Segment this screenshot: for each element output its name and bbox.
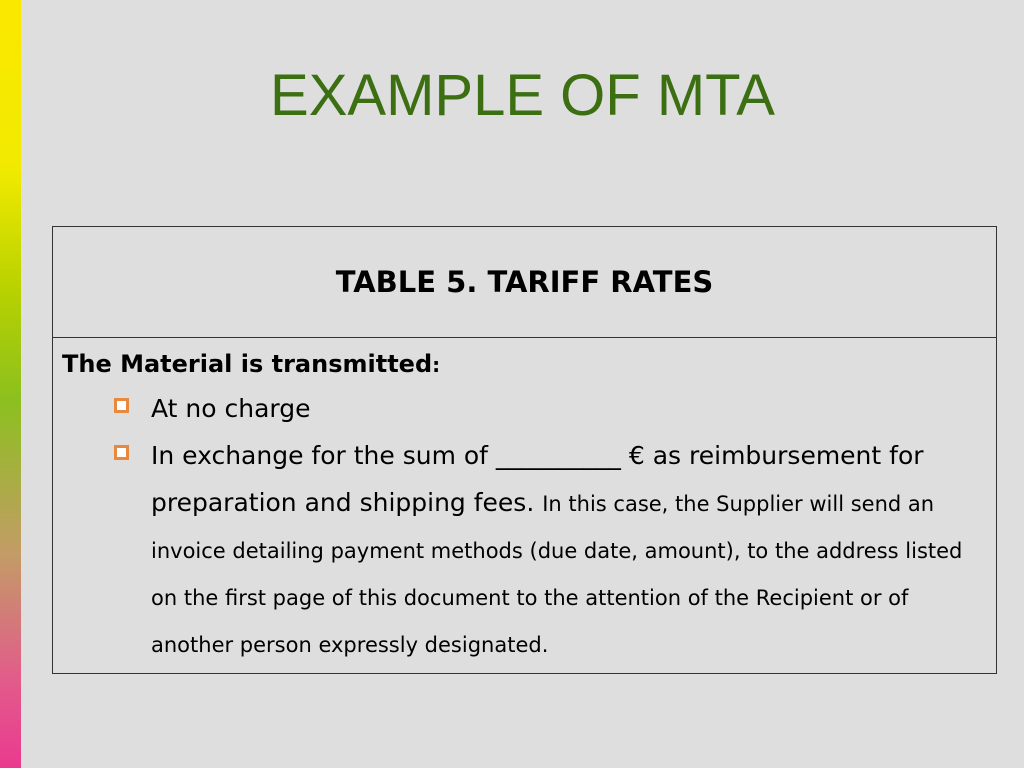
side-accent-bar — [0, 0, 21, 768]
option-text: At no charge — [151, 394, 311, 423]
square-bullet-icon — [114, 445, 129, 460]
option-text: In exchange for the sum of __________ € as reimbursement for preparation and shipping fees. — [151, 441, 924, 517]
option-item-reimbursement — [114, 432, 984, 667]
option-item-no-charge — [114, 385, 984, 432]
square-bullet-icon — [114, 398, 129, 413]
options-list — [62, 385, 984, 667]
intro-colon: : — [432, 353, 441, 377]
intro-line — [62, 344, 984, 385]
slide-title: EXAMPLE OF MTA — [270, 63, 775, 128]
table-header: TABLE 5. TARIFF RATES — [53, 227, 996, 338]
table-body — [53, 338, 996, 673]
option-note: In this case, the Supplier will send an invoice detailing payment methods (due date, amount), to the address listed on the first page of this document to the attention of the Recipient or of another person expressly designated. — [151, 492, 963, 657]
tariff-table — [52, 226, 997, 674]
intro-text: The Material is transmitted — [62, 350, 433, 378]
